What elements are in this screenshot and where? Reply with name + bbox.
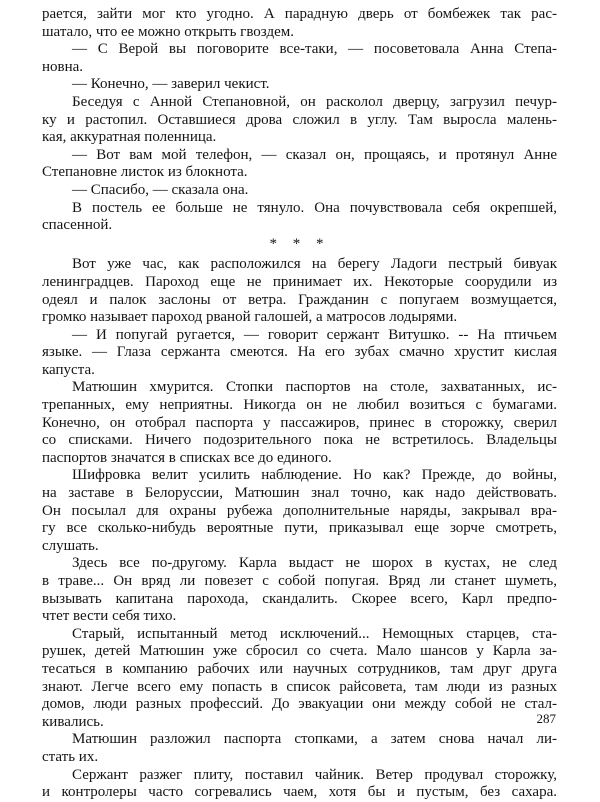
paragraph [42, 555, 557, 625]
text-line: ленинградцев. Пароход еще не принимает их. Некоторые соорудили из [42, 273, 557, 290]
text-line: трепанных, ему неприятны. Никогда он не любил возиться с бумагами. [42, 397, 557, 414]
text-line: знают. Легче всего ему попасть в список райсовета, там люди из разных [42, 678, 557, 695]
text-line: одеял и палок заслоны от ветра. Гражданин с попугаем возмущается, [42, 291, 557, 308]
paragraph [42, 626, 557, 732]
text-line: и контролеры часто согревались чаем, хотя бы и пустым, без сахара. [42, 784, 557, 801]
text-line: паспортов значатся в списках все до единого. [42, 449, 332, 466]
text-line: Шифровка велит усилить наблюдение. Но как? Прежде, до войны, [72, 467, 557, 484]
text-line: языке. — Глаза сержанта смеются. На его зубах смачно хрустит кислая [42, 344, 557, 361]
text-line: Степановне листок из блокнота. [42, 164, 248, 181]
paragraph [42, 94, 557, 147]
paragraph [42, 6, 557, 41]
text-line: Вот уже час, как расположился на берегу Ладоги пестрый бивуак [72, 256, 557, 273]
text-line: Беседуя с Анной Степановной, он расколол дверцу, загрузил печур- [72, 93, 557, 110]
text-line: Он посылал для охраны рубежа дополнительные наряды, закрывал вра- [42, 502, 557, 519]
text-line: чтет вести себя тихо. [42, 608, 177, 625]
section-separator: * * * [269, 235, 330, 252]
text-line: ку и растопил. Оставшиеся дрова сложил в углу. Там выросла малень- [42, 111, 557, 128]
paragraph [42, 327, 557, 380]
text-line: в траве... Он вряд ли повезет с собой попугая. Вряд ли станет шуметь, [42, 573, 557, 589]
paragraph [42, 256, 557, 326]
text-line: шатало, что ее можно открыть гвоздем. [42, 23, 294, 40]
text-line: капуста. [42, 361, 95, 378]
paragraph [42, 200, 557, 235]
text-line: кивались. [42, 713, 104, 730]
text-line: слушать. [42, 537, 99, 554]
paragraph [42, 767, 557, 802]
text-line: — Вот вам мой телефон, — сказал он, прощаясь, и протянул Анне [72, 146, 557, 163]
text-line: рается, зайти мог кто угодно. А парадную дверь от бомбежек так рас- [42, 6, 557, 22]
text-line: — И попугай ругается, — говорит сержант Витушко. -- На птичьем [72, 326, 557, 343]
text-line: со списками. Ничего подозрительного пока не встретилось. Владельцы [42, 432, 557, 449]
text-line: Старый, испытанный метод исключений... Немощных старцев, ста- [72, 625, 557, 642]
paragraph [42, 731, 557, 766]
page-number: 287 [536, 711, 556, 726]
text-line: громко называет пароход рваной галошей, а матросов лодырями. [42, 309, 458, 326]
text-line: тесаться в компанию рабочих или научных сотрудников, там друг друга [42, 660, 557, 677]
text-line: новна. [42, 58, 84, 75]
paragraph [42, 76, 557, 94]
text-line: Здесь все по-другому. Карла выдаст не шорох в кустах, не след [72, 555, 557, 572]
text-line: на заставе в Белоруссии, Матюшин знал точно, как надо действовать. [42, 485, 557, 502]
text-line: домов, люди разных профессий. До эвакуации они между собой не стал- [42, 696, 557, 713]
text-line: Матюшин хмурится. Стопки паспортов на столе, захватанных, ис- [72, 379, 557, 396]
text-line: гу все сколько-нибудь вероятные пути, приказывал еще зорче смотреть, [42, 520, 557, 537]
text-line: — Конечно, — заверил чекист. [72, 76, 270, 93]
text-line: спасенной. [42, 217, 113, 234]
text-line: — С Верой вы поговорите все-таки, — посоветовала Анна Степа- [72, 41, 557, 58]
text-line: Конечно, он отобрал паспорта у пассажиров, принес в сторожку, сверил [42, 414, 557, 431]
text-line: — Спасибо, — сказала она. [72, 181, 249, 198]
text-line: кая, аккуратная поленница. [42, 129, 217, 146]
text-line: вызывать капитана парохода, скандалить. Скорее всего, Карл предпо- [42, 590, 557, 607]
paragraph [42, 182, 557, 200]
paragraph [42, 41, 557, 76]
text-line: рушек, детей Матюшин уже сбросил со счета. Мало шансов у Карла за- [42, 643, 557, 660]
document-page [42, 6, 557, 802]
paragraph [42, 467, 557, 555]
text-line: Сержант разжег плиту, поставил чайник. Ветер продувал сторожку, [72, 766, 557, 783]
text-line: Матюшин разложил паспорта стопками, а затем снова начал ли- [72, 731, 557, 748]
paragraph [42, 147, 557, 182]
text-line: стать их. [42, 748, 99, 765]
text-line: В постель ее больше не тянуло. Она почувствовала себя окрепшей, [72, 199, 557, 216]
paragraph [42, 379, 557, 467]
